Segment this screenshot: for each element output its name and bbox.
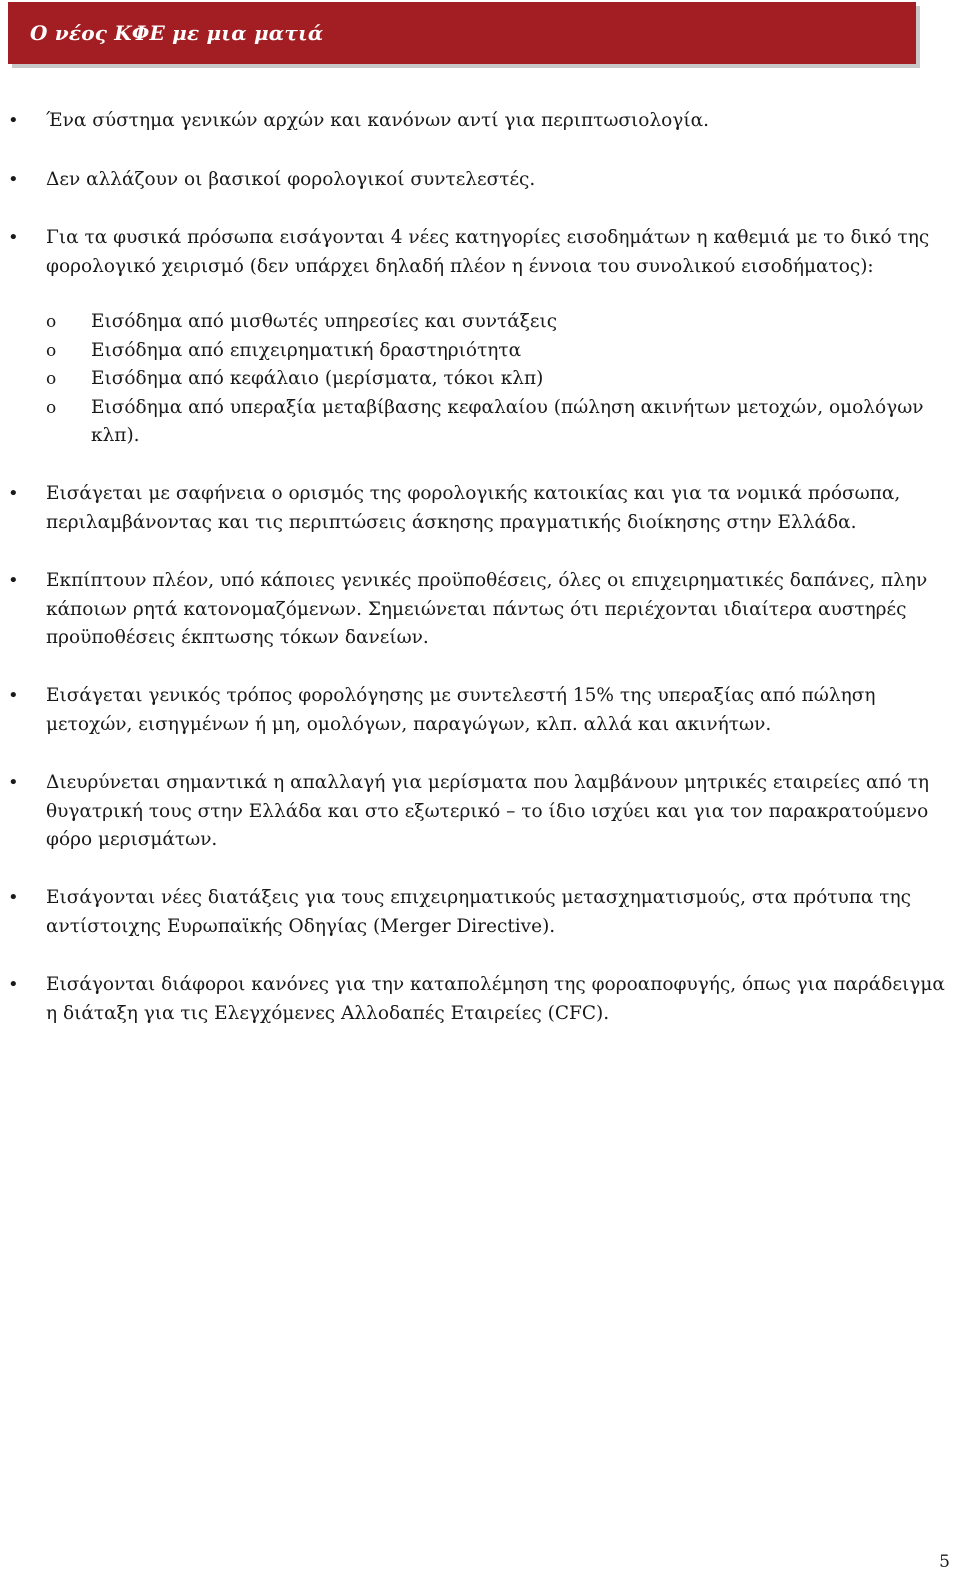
list-item-text: Δεν αλλάζουν οι βασικοί φορολογικοί συντελεστές. [46, 169, 536, 190]
circle-bullet-icon: o [46, 369, 57, 389]
sub-list [46, 308, 946, 451]
bullet-icon: • [8, 227, 19, 248]
sub-list-item-text: Εισόδημα από μισθωτές υπηρεσίες και συντάξεις [91, 311, 558, 332]
page-title: Ο νέος ΚΦΕ με μια ματιά [30, 21, 324, 45]
list-item [8, 682, 946, 739]
circle-bullet-icon: o [46, 340, 57, 361]
circle-bullet-icon: o [46, 397, 57, 418]
sub-list-item [46, 308, 946, 337]
sub-list-item-text: Εισόδημα από κεφάλαιο (μερίσματα, τόκοι κλπ) [91, 368, 544, 389]
list-item-text: Εισάγεται με σαφήνεια ο ορισμός της φορολογικής κατοικίας και για τα νομικά πρόσωπα, περιλαμβάνοντας και τις περιπτώσεις άσκησης πραγματικής διοίκησης στην Ελλάδα. [46, 483, 901, 533]
list-item [8, 567, 946, 653]
list-item-text: Εισάγονται διάφοροι κανόνες για την καταπολέμηση της φοροαποφυγής, όπως για παράδειγμα η διάταξη για τις Ελεγχόμενες Αλλοδαπές Εταιρείες (CFC). [46, 974, 945, 1024]
list-item [8, 769, 946, 855]
sub-list-item-text: Εισόδημα από επιχειρηματική δραστηριότητα [91, 339, 522, 361]
bullet-icon: • [8, 169, 19, 190]
bullet-icon: • [8, 110, 19, 131]
sub-list-item-text: Εισόδημα από υπεραξία μεταβίβασης κεφαλαίου (πώληση ακινήτων μετοχών, ομολόγων κλπ). [91, 396, 924, 446]
list-item-text: Για τα φυσικά πρόσωπα εισάγονται 4 νέες κατηγορίες εισοδημάτων η καθεμιά με το δικό της φορολογικό χειρισμό (δεν υπάρχει δηλαδή πλέον η έννοια του συνολικού εισοδήματος): [46, 227, 930, 277]
list-item [8, 971, 946, 1028]
bullet-icon: • [8, 570, 19, 591]
sub-list-item [46, 337, 946, 366]
bullet-icon: • [8, 483, 19, 504]
bullet-icon: • [8, 685, 19, 706]
list-item-text: Εκπίπτουν πλέον, υπό κάποιες γενικές προϋποθέσεις, όλες οι επιχειρηματικές δαπάνες, πλην κάποιων ρητά κατονομαζόμενων. Σημειώνεται πάντως ότι περιέχονται ιδιαίτερα αυστηρές προϋποθέσεις έκπτωσης τόκων δανείων. [46, 570, 928, 648]
list-item-text: Ένα σύστημα γενικών αρχών και κανόνων αντί για περιπτωσιολογία. [46, 110, 709, 131]
page-number: 5 [939, 1552, 950, 1572]
bullet-icon: • [8, 974, 19, 995]
list-item-text: Εισάγονται νέες διατάξεις για τους επιχειρηματικούς μετασχηματισμούς, στα πρότυπα της αντίστοιχης Ευρωπαϊκής Οδηγίας (Merger Directive). [46, 887, 911, 937]
sub-list-item [46, 365, 946, 394]
header-banner [8, 2, 916, 64]
list-item [8, 107, 946, 136]
list-item [8, 480, 946, 537]
list-item [8, 166, 946, 195]
bullet-icon: • [8, 887, 19, 908]
list-item [8, 224, 946, 281]
list-item-text: Διευρύνεται σημαντικά η απαλλαγή για μερίσματα που λαμβάνουν μητρικές εταιρείες από τη θυγατρική τους στην Ελλάδα και στο εξωτερικό – το ίδιο ισχύει και για τον παρακρατούμενο φόρο μερισμάτων. [46, 772, 929, 850]
list-item-text: Εισάγεται γενικός τρόπος φορολόγησης με συντελεστή 15% της υπεραξίας από πώληση μετοχών, εισηγμένων ή μη, ομολόγων, παραγώγων, κλπ. αλλά και ακινήτων. [46, 685, 876, 735]
bullet-icon: • [8, 772, 19, 793]
list-item [8, 884, 946, 941]
circle-bullet-icon: o [46, 312, 57, 332]
sub-list-item [46, 394, 946, 451]
